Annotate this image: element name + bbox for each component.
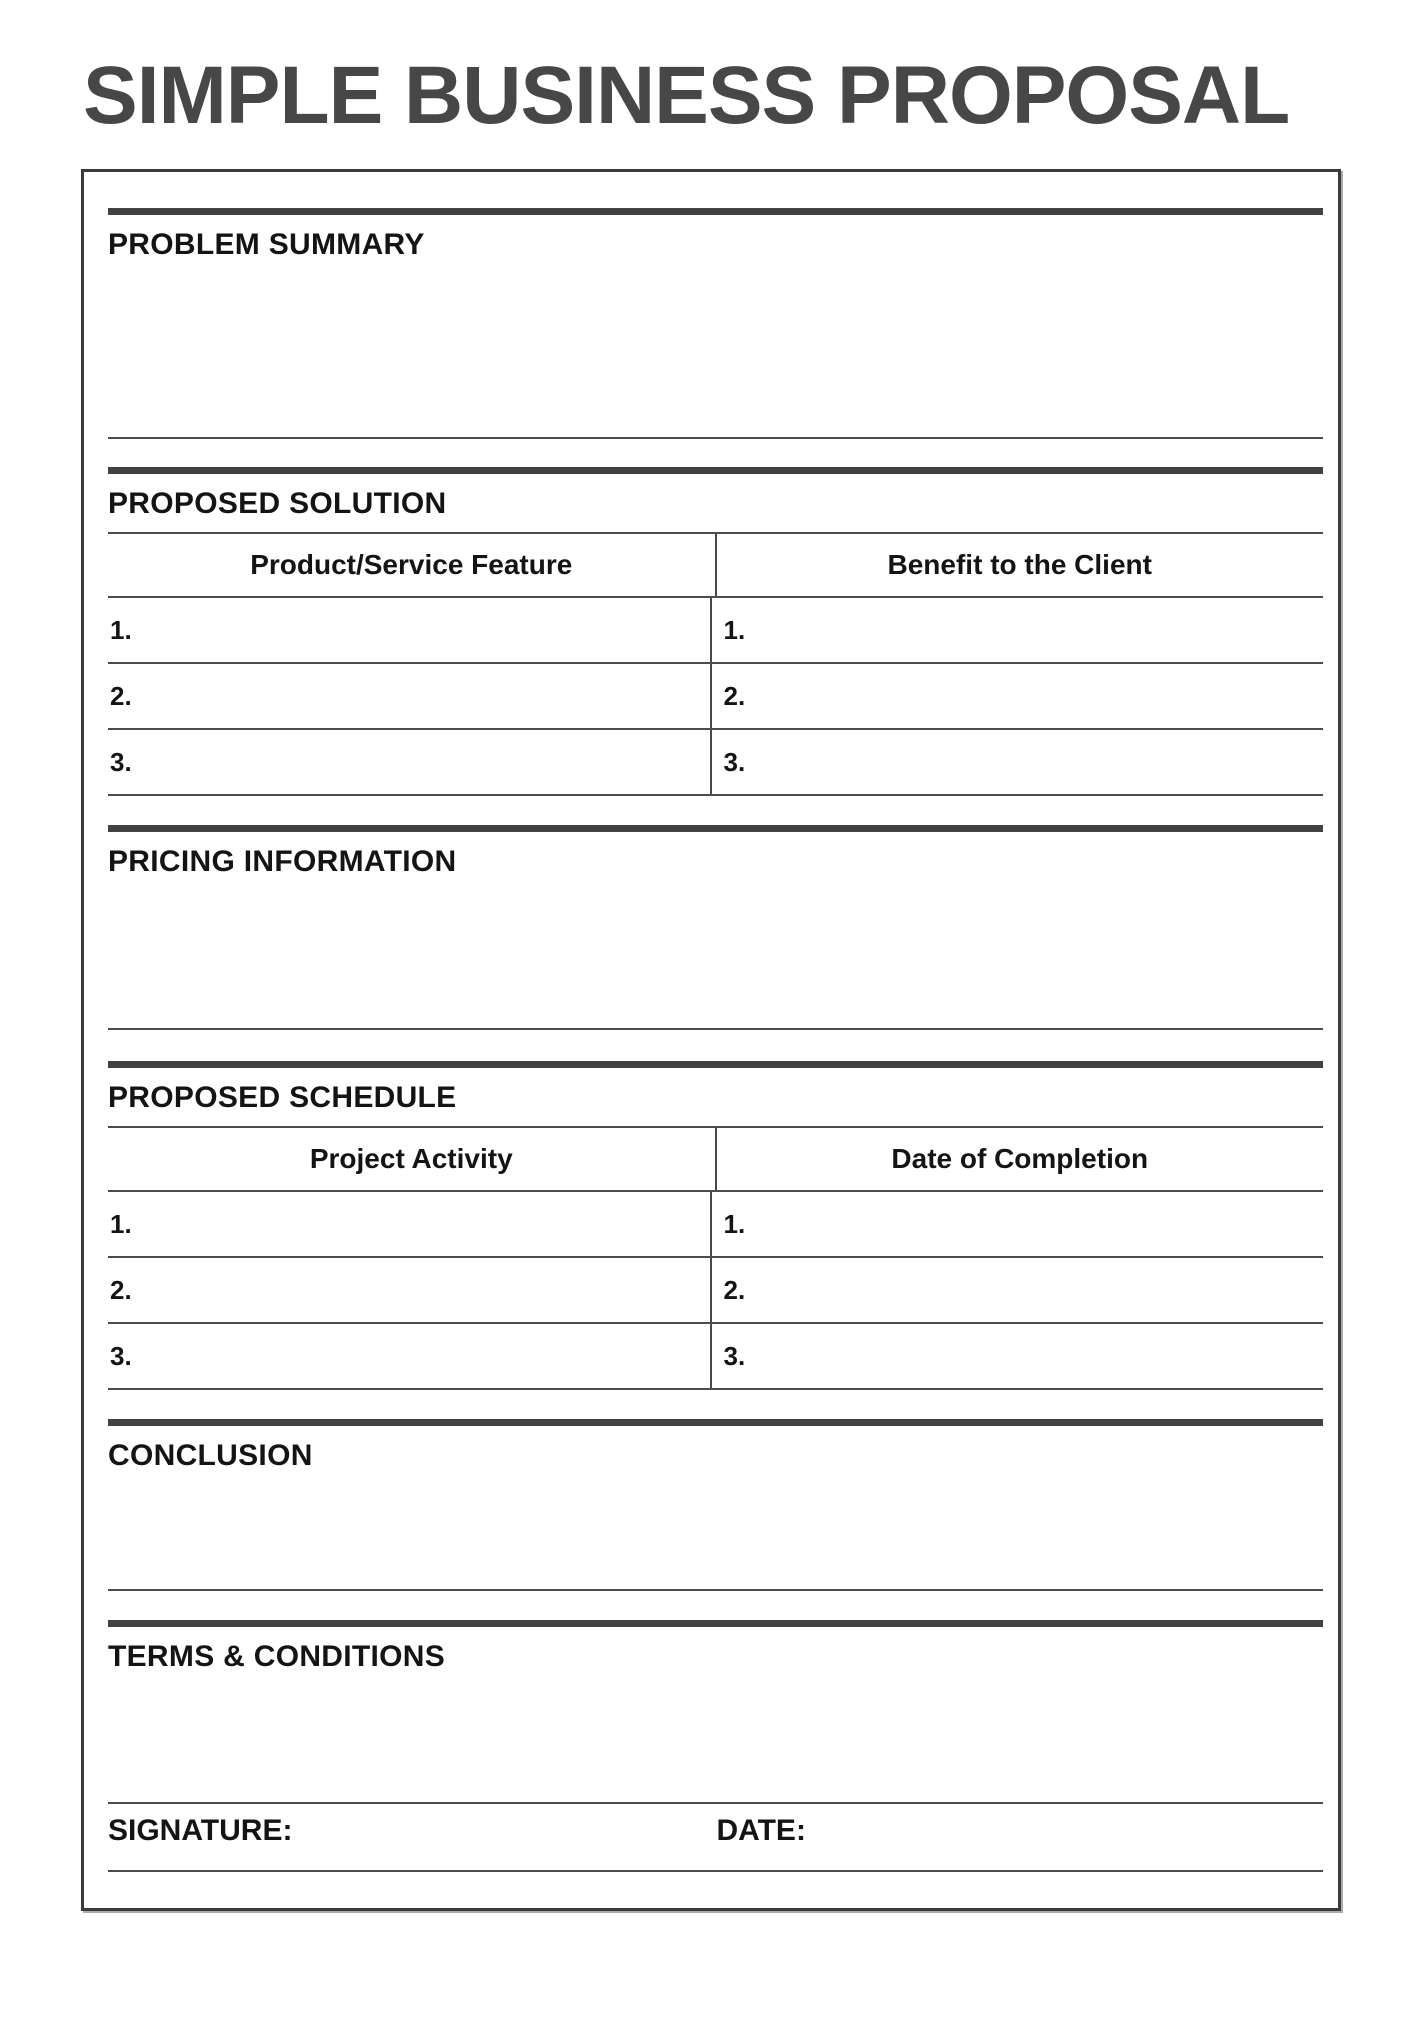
- row-number-label: 3.: [110, 746, 132, 777]
- proposed-solution-heading: PROPOSED SOLUTION: [108, 487, 447, 520]
- table-row: [108, 1324, 1323, 1390]
- row-number-label: 3.: [723, 1340, 746, 1371]
- solution-feature-cell-3[interactable]: [108, 730, 710, 794]
- table-row: [108, 664, 1323, 730]
- schedule-activity-cell-3[interactable]: [108, 1324, 710, 1388]
- section-terms-conditions: [108, 1620, 1323, 1804]
- row-number-label: 1.: [723, 1208, 746, 1239]
- solution-benefit-cell-2[interactable]: [710, 664, 1324, 728]
- section-divider-bar: [108, 1620, 1323, 1627]
- row-number-label: 1.: [110, 1208, 132, 1239]
- schedule-date-cell-1[interactable]: [710, 1192, 1324, 1256]
- terms-conditions-heading: TERMS & CONDITIONS: [108, 1640, 446, 1673]
- solution-benefit-cell-1[interactable]: [710, 598, 1324, 662]
- section-divider-bar: [108, 208, 1323, 215]
- problem-summary-write-area[interactable]: [108, 261, 1323, 439]
- row-number-label: 1.: [723, 614, 746, 645]
- signature-label: SIGNATURE:: [108, 1814, 293, 1847]
- schedule-activity-cell-1[interactable]: [108, 1192, 710, 1256]
- solution-table-header-row: [108, 534, 1323, 598]
- solution-column-header-feature: Product/Service Feature: [250, 549, 573, 580]
- page-title: SIMPLE BUSINESS PROPOSAL: [83, 50, 1290, 141]
- signature-write-line[interactable]: [108, 1870, 1323, 1872]
- conclusion-write-area[interactable]: [108, 1472, 1323, 1591]
- schedule-activity-cell-2[interactable]: [108, 1258, 710, 1322]
- schedule-date-cell-2[interactable]: [710, 1258, 1324, 1322]
- solution-column-header-benefit: Benefit to the Client: [715, 534, 1324, 596]
- section-divider-bar: [108, 1061, 1323, 1068]
- pricing-information-heading: PRICING INFORMATION: [108, 845, 457, 878]
- date-label: DATE:: [716, 1814, 806, 1847]
- table-row: [108, 598, 1323, 664]
- section-divider-bar: [108, 1419, 1323, 1426]
- conclusion-heading: CONCLUSION: [108, 1439, 313, 1472]
- section-problem-summary: [108, 208, 1323, 439]
- schedule-column-header-date: Date of Completion: [715, 1128, 1324, 1190]
- schedule-table: [108, 1126, 1323, 1390]
- terms-conditions-write-area[interactable]: [108, 1673, 1323, 1804]
- row-number-label: 2.: [723, 680, 746, 711]
- schedule-table-header-row: [108, 1128, 1323, 1192]
- table-row: [108, 1258, 1323, 1324]
- solution-benefit-cell-3[interactable]: [710, 730, 1324, 794]
- table-row: [108, 730, 1323, 796]
- table-row: [108, 1192, 1323, 1258]
- section-signature: [108, 1814, 1323, 1872]
- solution-table: [108, 532, 1323, 796]
- schedule-column-header-activity: Project Activity: [309, 1143, 513, 1174]
- row-number-label: 2.: [723, 1274, 746, 1305]
- solution-feature-cell-1[interactable]: [108, 598, 710, 662]
- section-divider-bar: [108, 825, 1323, 832]
- proposal-form-box: [81, 169, 1341, 1911]
- section-divider-bar: [108, 467, 1323, 474]
- row-number-label: 2.: [110, 680, 132, 711]
- signature-date-row: [108, 1814, 1323, 1847]
- problem-summary-heading: PROBLEM SUMMARY: [108, 228, 425, 261]
- row-number-label: 3.: [110, 1340, 132, 1371]
- schedule-date-cell-3[interactable]: [710, 1324, 1324, 1388]
- row-number-label: 2.: [110, 1274, 132, 1305]
- section-proposed-schedule: [108, 1061, 1323, 1390]
- section-proposed-solution: [108, 467, 1323, 796]
- row-number-label: 3.: [723, 746, 746, 777]
- row-number-label: 1.: [110, 614, 132, 645]
- proposed-schedule-heading: PROPOSED SCHEDULE: [108, 1081, 457, 1114]
- section-pricing-information: [108, 825, 1323, 1030]
- section-conclusion: [108, 1419, 1323, 1591]
- solution-feature-cell-2[interactable]: [108, 664, 710, 728]
- pricing-information-write-area[interactable]: [108, 878, 1323, 1030]
